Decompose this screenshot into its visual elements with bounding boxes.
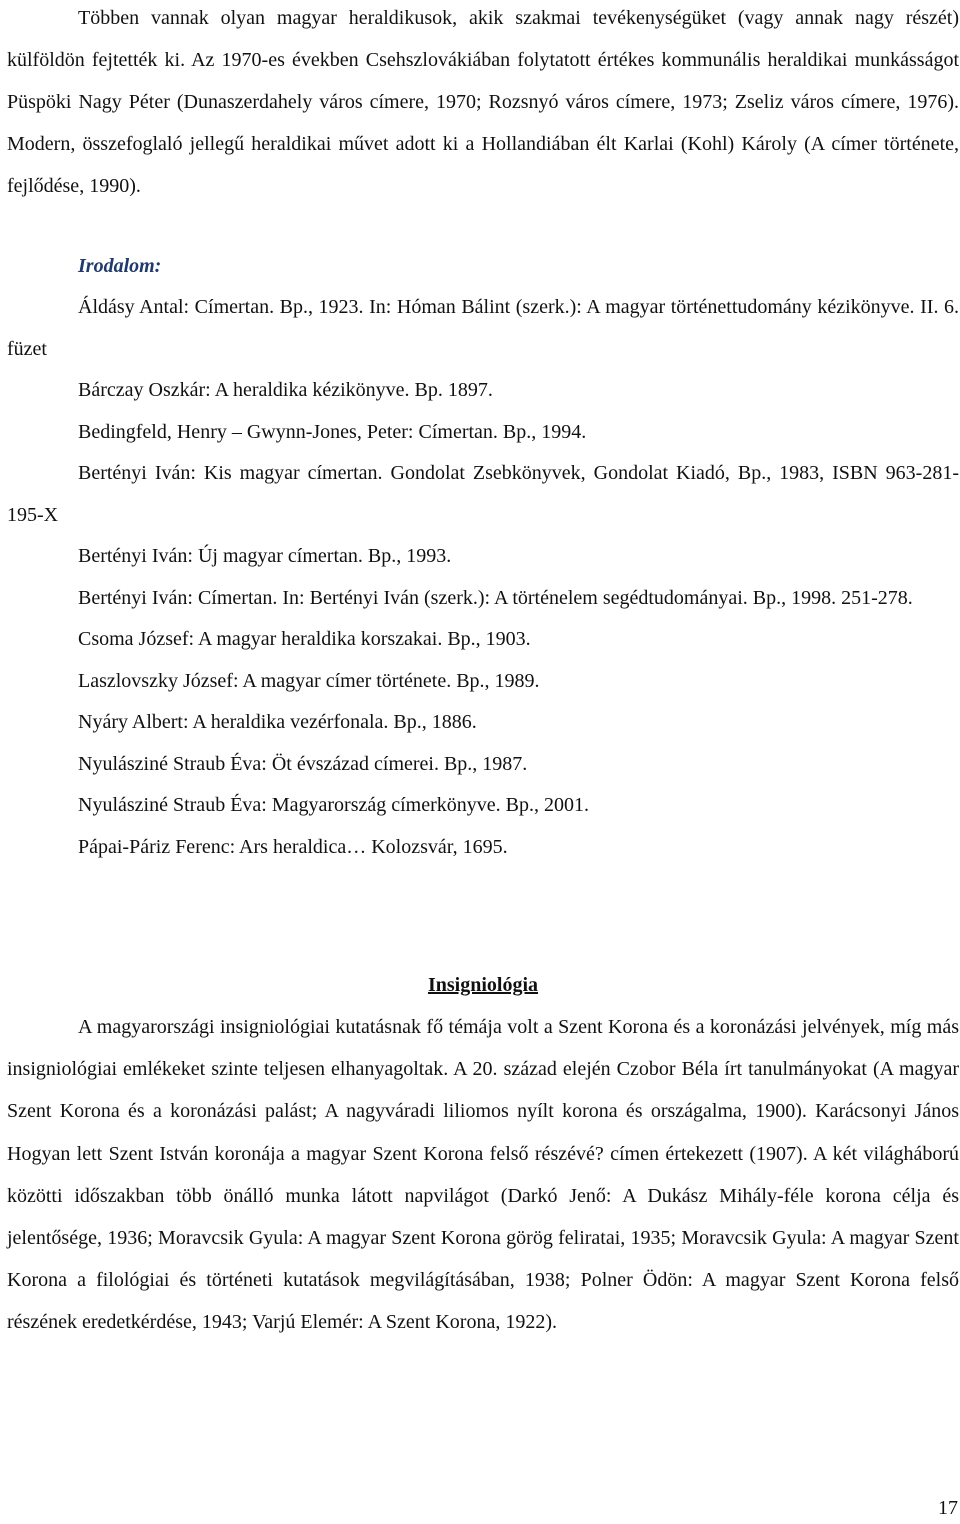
bibliography-list bbox=[7, 287, 959, 868]
insigniology-paragraph: A magyarországi insigniológiai kutatásnak fő témája volt a Szent Korona és a koronázási jelvények, míg más insigniológiai emlékeket szinte teljesen elhanyagoltak. A 20. század elején Czobor Béla írt tanulmányokat (A magyar Szent Korona és a koronázási palást; A nagyváradi liliomos nyílt korona és országalma, 1900). Karácsonyi János Hogyan lett Szent István koronája a magyar Szent Korona felső részévé? címen értekezett (1907). A két világháború közötti időszakban több önálló munka látott napvilágot (Darkó Jenő: A Dukász Mihály-féle korona célja és jelentősége, 1936; Moravcsik Gyula: A magyar Szent Korona görög feliratai, 1935; Moravcsik Gyula: A magyar Szent Korona a filológiai és történeti kutatások megvilágításában, 1938; Polner Ödön: A magyar Szent Korona felső részének eredetkérdése, 1943; Varjú Elemér: A Szent Korona, 1922). bbox=[7, 1016, 959, 1334]
bibliography-entry: Laszlovszky József: A magyar címer története. Bp., 1989. bbox=[78, 669, 540, 692]
bibliography-entry: Bárczay Oszkár: A heraldika kézikönyve. Bp. 1897. bbox=[78, 379, 493, 401]
section-title-insigniology: Insigniológia bbox=[427, 974, 539, 996]
page-number: 17 bbox=[938, 1497, 958, 1519]
bibliography-entry: Nyáry Albert: A heraldika vezérfonala. Bp., 1886. bbox=[78, 711, 477, 733]
intro-paragraph: Többen vannak olyan magyar heraldikusok, akik szakmai tevékenységüket (vagy annak nagy részét) külföldön fejtették ki. Az 1970-es években Csehszlovákiában folytatott értékes kommunális heraldikai munkásságot Püspöki Nagy Péter (Dunaszerdahely város címere, 1970; Rozsnyó város címere, 1973; Zseliz város címere, 1976). Modern, összefoglaló jellegű heraldikai művet adott ki a Hollandiában élt Karlai (Kohl) Károly (A címer története, fejlődése, 1990). bbox=[7, 7, 959, 197]
bibliography-entry: Bertényi Iván: Új magyar címertan. Bp., 1993. bbox=[78, 545, 452, 567]
bibliography-entry: Nyulásziné Straub Éva: Magyarország címerkönyve. Bp., 2001. bbox=[78, 794, 589, 816]
bibliography-heading: Irodalom: bbox=[78, 255, 162, 277]
bibliography-entry: Bedingfeld, Henry – Gwynn-Jones, Peter: Címertan. Bp., 1994. bbox=[78, 420, 587, 443]
bibliography-entry: Nyulásziné Straub Éva: Öt évszázad címerei. Bp., 1987. bbox=[78, 752, 528, 775]
bibliography-entry: Bertényi Iván: Címertan. In: Bertényi Iván (szerk.): A történelem segédtudományai. Bp., 1998. 251-278. bbox=[78, 586, 913, 609]
bibliography-entry: Pápai-Páriz Ferenc: Ars heraldica… Kolozsvár, 1695. bbox=[78, 835, 508, 858]
bibliography-entry: Áldásy Antal: Címertan. Bp., 1923. In: Hóman Bálint (szerk.): A magyar történettudomány kézikönyve. II. 6. füzet bbox=[7, 296, 959, 360]
bibliography-entry: Csoma József: A magyar heraldika korszakai. Bp., 1903. bbox=[78, 628, 531, 650]
intro-section bbox=[7, 0, 959, 207]
insigniology-section bbox=[7, 1006, 959, 1344]
bibliography-entry: Bertényi Iván: Kis magyar címertan. Gondolat Zsebkönyvek, Gondolat Kiadó, Bp., 1983, ISBN 963-281-195-X bbox=[7, 462, 959, 526]
